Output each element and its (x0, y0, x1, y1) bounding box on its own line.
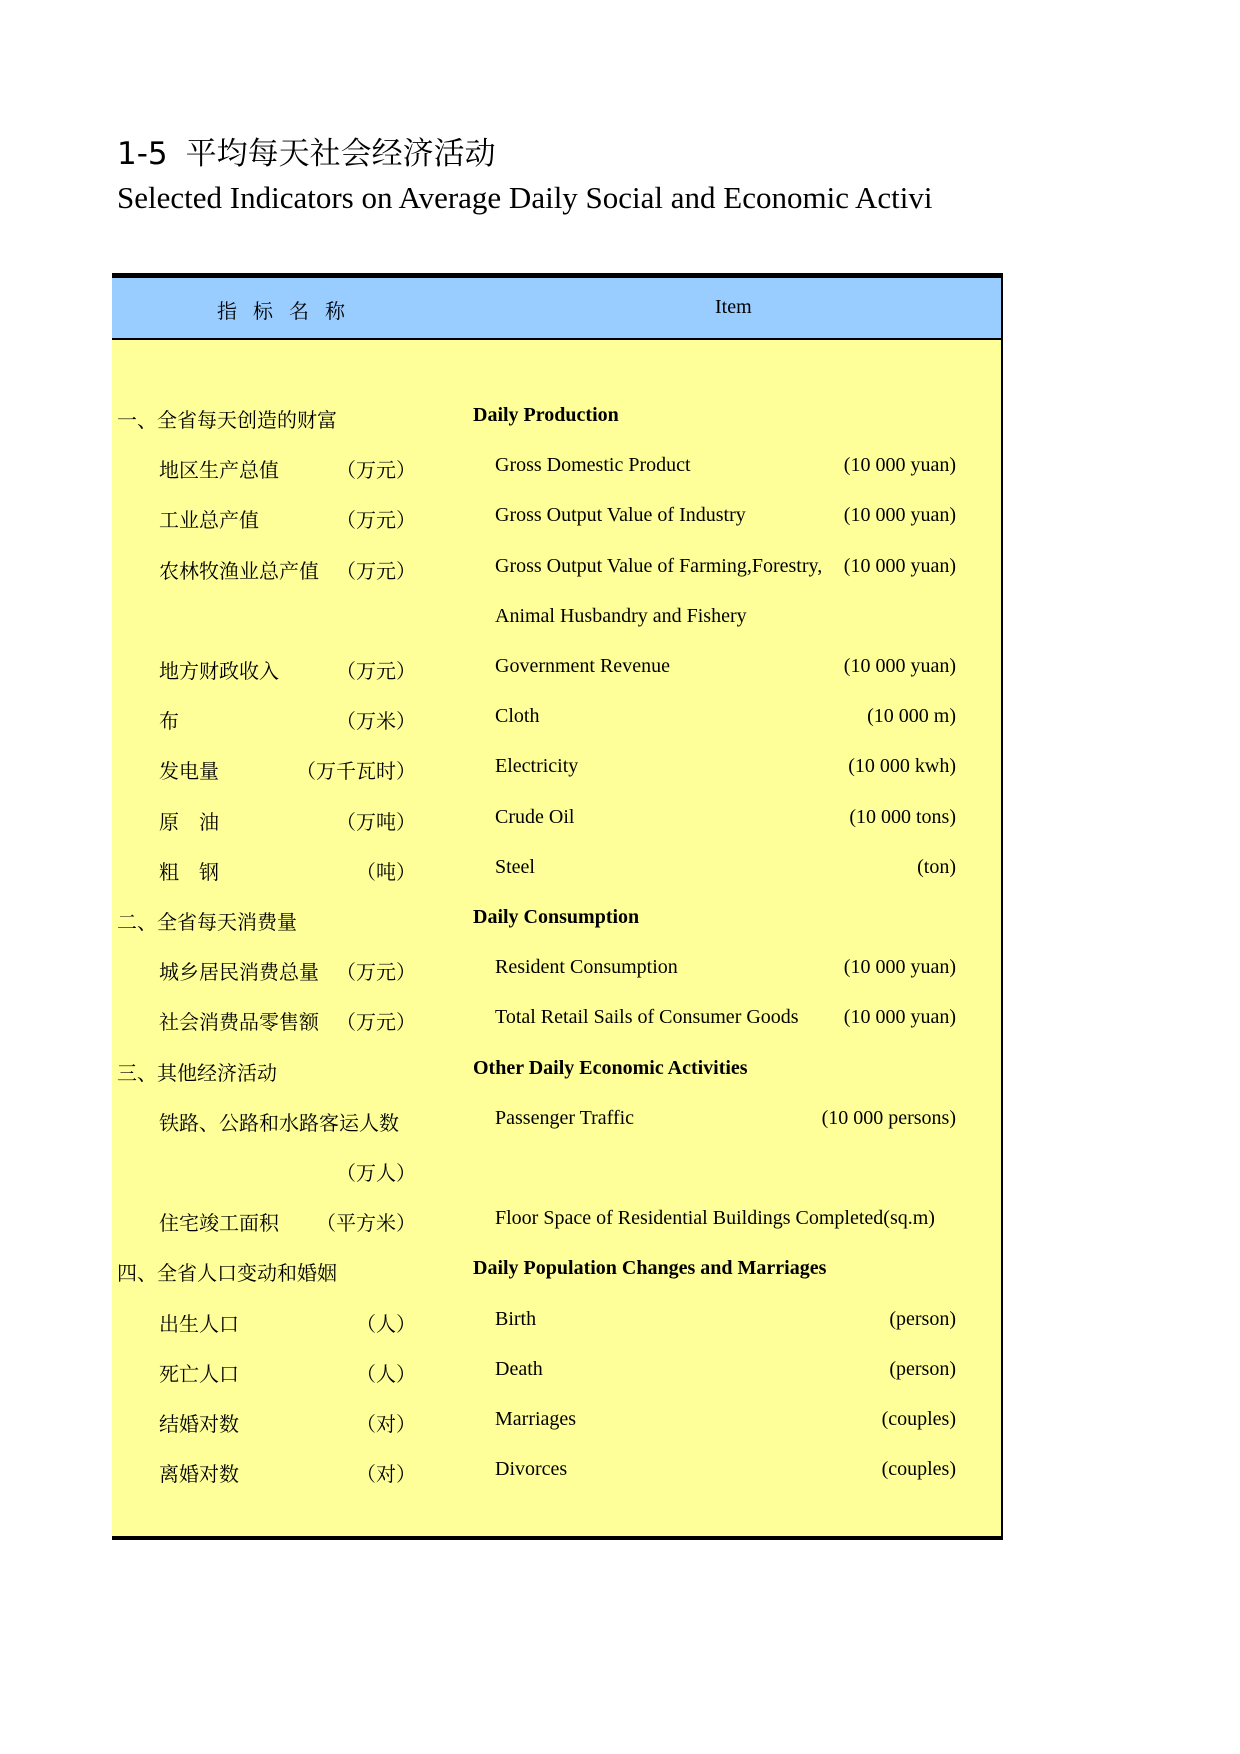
item-name-chinese: 发电量 (159, 761, 219, 784)
unit-chinese: （万米） (336, 711, 416, 734)
section-row (112, 906, 1001, 936)
section-title-chinese: 三、其他经济活动 (117, 1062, 277, 1085)
page-subtitle: Selected Indicators on Average Daily Social and Economic Activi (117, 180, 933, 215)
section-row (112, 404, 1001, 434)
item-name-english: Government Revenue (495, 655, 670, 677)
header-english: Item (715, 296, 752, 318)
unit-chinese: （万元） (336, 962, 416, 985)
item-name-english: Gross Output Value of Farming,Forestry, (495, 554, 823, 577)
item-name-english: Death (495, 1357, 543, 1380)
unit-chinese: （平方米） (316, 1213, 416, 1236)
table-row (112, 1006, 1001, 1036)
table-row (112, 1207, 1001, 1237)
item-name-english: Electricity (495, 755, 579, 778)
item-name-english: Divorces (495, 1458, 568, 1481)
table-row (112, 1458, 1001, 1488)
unit-english: (10 000 yuan) (843, 1006, 956, 1029)
item-name-english: Animal Husbandry and Fishery (495, 604, 747, 627)
table-row (112, 856, 1001, 886)
unit-chinese: （吨） (356, 861, 416, 884)
table-row (112, 1408, 1001, 1438)
unit-chinese: （万元） (336, 460, 416, 483)
table-row (112, 1308, 1001, 1338)
unit-english: (10 000 yuan) (843, 454, 956, 477)
section-title-chinese: 四、全省人口变动和婚姻 (117, 1263, 337, 1286)
section-row (112, 1057, 1001, 1087)
section-row (112, 1257, 1001, 1287)
item-name-chinese: 农林牧渔业总产值 (159, 560, 319, 583)
table-row (112, 1358, 1001, 1388)
table-row (112, 655, 1001, 685)
item-name-english: Passenger Traffic (495, 1106, 635, 1129)
unit-chinese: （对） (356, 1414, 416, 1436)
unit-english: (10 000 m) (867, 705, 956, 728)
unit-chinese: （人） (356, 1363, 416, 1386)
item-name-chinese: 地方财政收入 (159, 661, 279, 683)
table-row (112, 555, 1001, 585)
indicator-table (112, 273, 1003, 1540)
table-row (112, 1157, 1001, 1187)
item-name-chinese: 城乡居民消费总量 (159, 962, 319, 985)
section-title-english: Other Daily Economic Activities (473, 1056, 748, 1079)
table-row (112, 705, 1001, 735)
unit-chinese: （人） (356, 1313, 416, 1336)
item-name-english: Gross Output Value of Industry (495, 504, 746, 527)
unit-english: (10 000 kwh) (848, 755, 956, 778)
item-name-english: Gross Domestic Product (495, 454, 691, 477)
item-name-chinese: 地区生产总值 (159, 460, 279, 483)
unit-chinese: （万元） (336, 661, 416, 683)
unit-chinese: （对） (356, 1464, 416, 1487)
unit-chinese: （万元） (336, 1012, 416, 1035)
table-row (112, 755, 1001, 785)
table-number: 1-5 (117, 136, 168, 172)
section-title-english: Daily Consumption (473, 906, 640, 928)
table-row (112, 806, 1001, 836)
item-name-english: Total Retail Sails of Consumer Goods (495, 1006, 799, 1029)
section-title-english: Daily Population Changes and Marriages (473, 1257, 827, 1280)
table-row (112, 956, 1001, 986)
unit-english: (10 000 tons) (849, 805, 956, 828)
section-title-chinese: 一、全省每天创造的财富 (117, 410, 337, 432)
item-name-chinese: 原 油 (159, 811, 219, 834)
unit-english: (10 000 yuan) (843, 655, 956, 677)
unit-chinese: （万人） (336, 1163, 416, 1185)
item-name-english: Crude Oil (495, 805, 575, 828)
unit-english: (10 000 yuan) (843, 554, 956, 577)
section-title-chinese: 二、全省每天消费量 (117, 912, 297, 934)
table-row (112, 1107, 1001, 1137)
item-name-chinese: 死亡人口 (159, 1363, 239, 1386)
item-name-chinese: 出生人口 (159, 1313, 239, 1336)
item-name-chinese: 社会消费品零售额 (159, 1012, 319, 1035)
unit-english: (10 000 yuan) (843, 504, 956, 527)
item-name-english: Birth (495, 1307, 537, 1330)
title-chinese: 平均每天社会经济活动 (185, 136, 496, 172)
unit-chinese: （万千瓦时） (296, 761, 416, 784)
item-name-chinese: 工业总产值 (159, 510, 259, 533)
table-row (112, 504, 1001, 534)
unit-english: (ton) (917, 855, 956, 878)
item-name-chinese: 住宅竣工面积 (159, 1213, 279, 1236)
table-row (112, 454, 1001, 484)
item-name-english: Steel (495, 855, 535, 878)
page-title (117, 128, 496, 173)
header-chinese: 指标名称 (217, 301, 361, 323)
unit-chinese: （万吨） (336, 811, 416, 834)
unit-english: (10 000 yuan) (843, 956, 956, 979)
section-title-english: Daily Production (473, 404, 619, 426)
item-name-english: Marriages (495, 1408, 577, 1430)
item-name-chinese: 粗 钢 (159, 861, 219, 884)
item-name-english: Floor Space of Residential Buildings Completed(sq.m) (495, 1207, 935, 1230)
unit-english: (person) (889, 1307, 956, 1330)
table-row (112, 605, 1001, 635)
unit-english: (couples) (881, 1408, 956, 1430)
item-name-chinese: 铁路、公路和水路客运人数 (159, 1112, 399, 1135)
table-header (112, 278, 1001, 340)
item-name-chinese: 布 (159, 711, 179, 734)
unit-english: (person) (889, 1357, 956, 1380)
item-name-chinese: 离婚对数 (159, 1464, 239, 1487)
unit-english: (10 000 persons) (821, 1106, 956, 1129)
unit-chinese: （万元） (336, 560, 416, 583)
unit-chinese: （万元） (336, 510, 416, 533)
item-name-chinese: 结婚对数 (159, 1414, 239, 1436)
item-name-english: Cloth (495, 705, 540, 728)
item-name-english: Resident Consumption (495, 956, 678, 979)
unit-english: (couples) (881, 1458, 956, 1481)
